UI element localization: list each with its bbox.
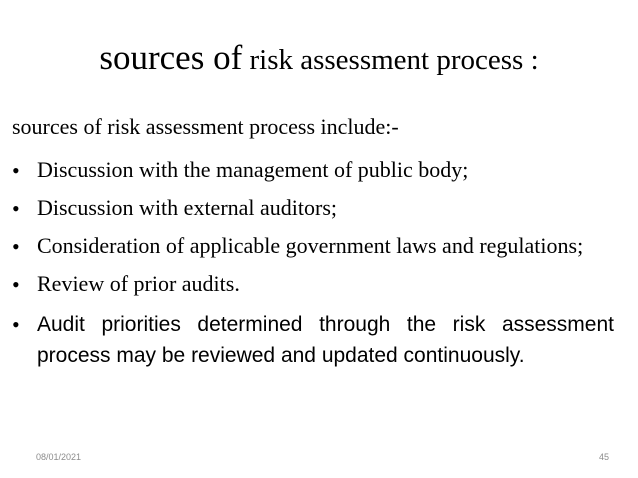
slide-title-part-2: risk assessment process : (242, 44, 539, 76)
bullet-text: Consideration of applicable government laws and regulations; (37, 233, 584, 258)
bullet-item (12, 157, 614, 183)
slide-title (0, 38, 638, 78)
footer-date: 08/01/2021 (36, 452, 82, 462)
bullet-icon: • (12, 158, 20, 183)
bullet-list (12, 157, 614, 383)
bullet-text: Audit priorities determined through the risk assessment process may be reviewed and updated continuously. (37, 313, 614, 367)
bullet-item (12, 233, 614, 259)
bullet-item (12, 195, 614, 221)
bullet-icon: • (12, 272, 20, 297)
bullet-item (12, 309, 614, 371)
bullet-text: Review of prior audits. (37, 271, 240, 296)
bullet-text: Discussion with external auditors; (37, 195, 338, 220)
bullet-text: Discussion with the management of public body; (37, 157, 469, 182)
page-number: 45 (598, 452, 609, 462)
slide-title-part-1: sources of (99, 38, 243, 77)
intro-text: sources of risk assessment process include:- (12, 114, 399, 139)
bullet-icon: • (12, 234, 20, 259)
bullet-item (12, 271, 614, 297)
bullet-icon: • (12, 196, 20, 221)
bullet-icon: • (12, 312, 20, 337)
